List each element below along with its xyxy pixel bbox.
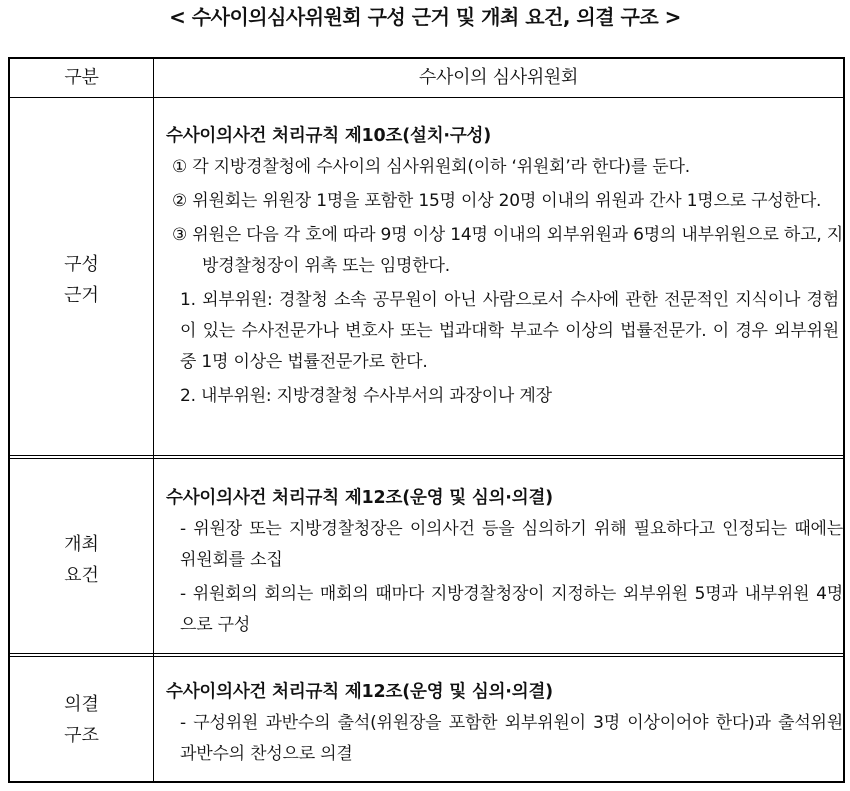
row-divider [10, 653, 843, 657]
criteria-table [8, 57, 845, 783]
header-category: 구분 [64, 67, 99, 88]
list-item: - 위원장 또는 지방경찰청장은 이의사건 등을 심의하기 위해 필요하다고 인정되는 때에는 위원회를 소집 [180, 519, 843, 570]
row-body-convening [154, 483, 843, 644]
row-divider [10, 455, 843, 459]
list-item: ② 위원회는 위원장 1명을 포함한 15명 이상 20명 이내의 위원과 간사 1명으로 구성한다. [172, 191, 822, 211]
article-title: 수사이의사건 처리규칙 제12조(운영 및 심의·의결) [166, 682, 553, 702]
article-title: 수사이의사건 처리규칙 제12조(운영 및 심의·의결) [166, 488, 553, 508]
row-label-convening: 개최 요건 [64, 534, 99, 586]
list-item: 2. 내부위원: 지방경찰청 수사부서의 과장이나 계장 [180, 386, 552, 406]
row-body-composition [154, 121, 843, 415]
list-item: - 구성위원 과반수의 출석(위원장을 포함한 외부위원이 3명 이상이어야 한다)과 출석위원 과반수의 찬성으로 의결 [180, 713, 843, 764]
row-body-resolution [154, 677, 843, 773]
header-divider [10, 97, 843, 98]
row-label-resolution: 의결 구조 [64, 694, 99, 746]
article-title: 수사이의사건 처리규칙 제10조(설치·구성) [166, 126, 492, 146]
list-item: 1. 외부위원: 경찰청 소속 공무원이 아닌 사람으로서 수사에 관한 전문적인 지식이나 경험이 있는 수사전문가나 변호사 또는 법과대학 부교수 이상의 법률전문가. 이 경우 외부위원 중 1명 이상은 법률전문가로 한다. [180, 290, 839, 372]
row-label-composition: 구성 근거 [64, 254, 99, 306]
list-item: - 위원회의 회의는 매회의 때마다 지방경찰청장이 지정하는 외부위원 5명과 내부위원 4명으로 구성 [180, 584, 843, 635]
list-item: ① 각 지방경찰청에 수사이의 심사위원회(이하 ‘위원회’라 한다)를 둔다. [172, 157, 690, 177]
page-title: < 수사이의심사위원회 구성 근거 및 개최 요건, 의결 구조 > [169, 5, 681, 29]
header-committee: 수사이의 심사위원회 [418, 67, 579, 88]
list-item: ③ 위원은 다음 각 호에 따라 9명 이상 14명 이내의 외부위원과 6명의 내부위원으로 하고, 지방경찰청장이 위촉 또는 임명한다. [172, 225, 843, 276]
